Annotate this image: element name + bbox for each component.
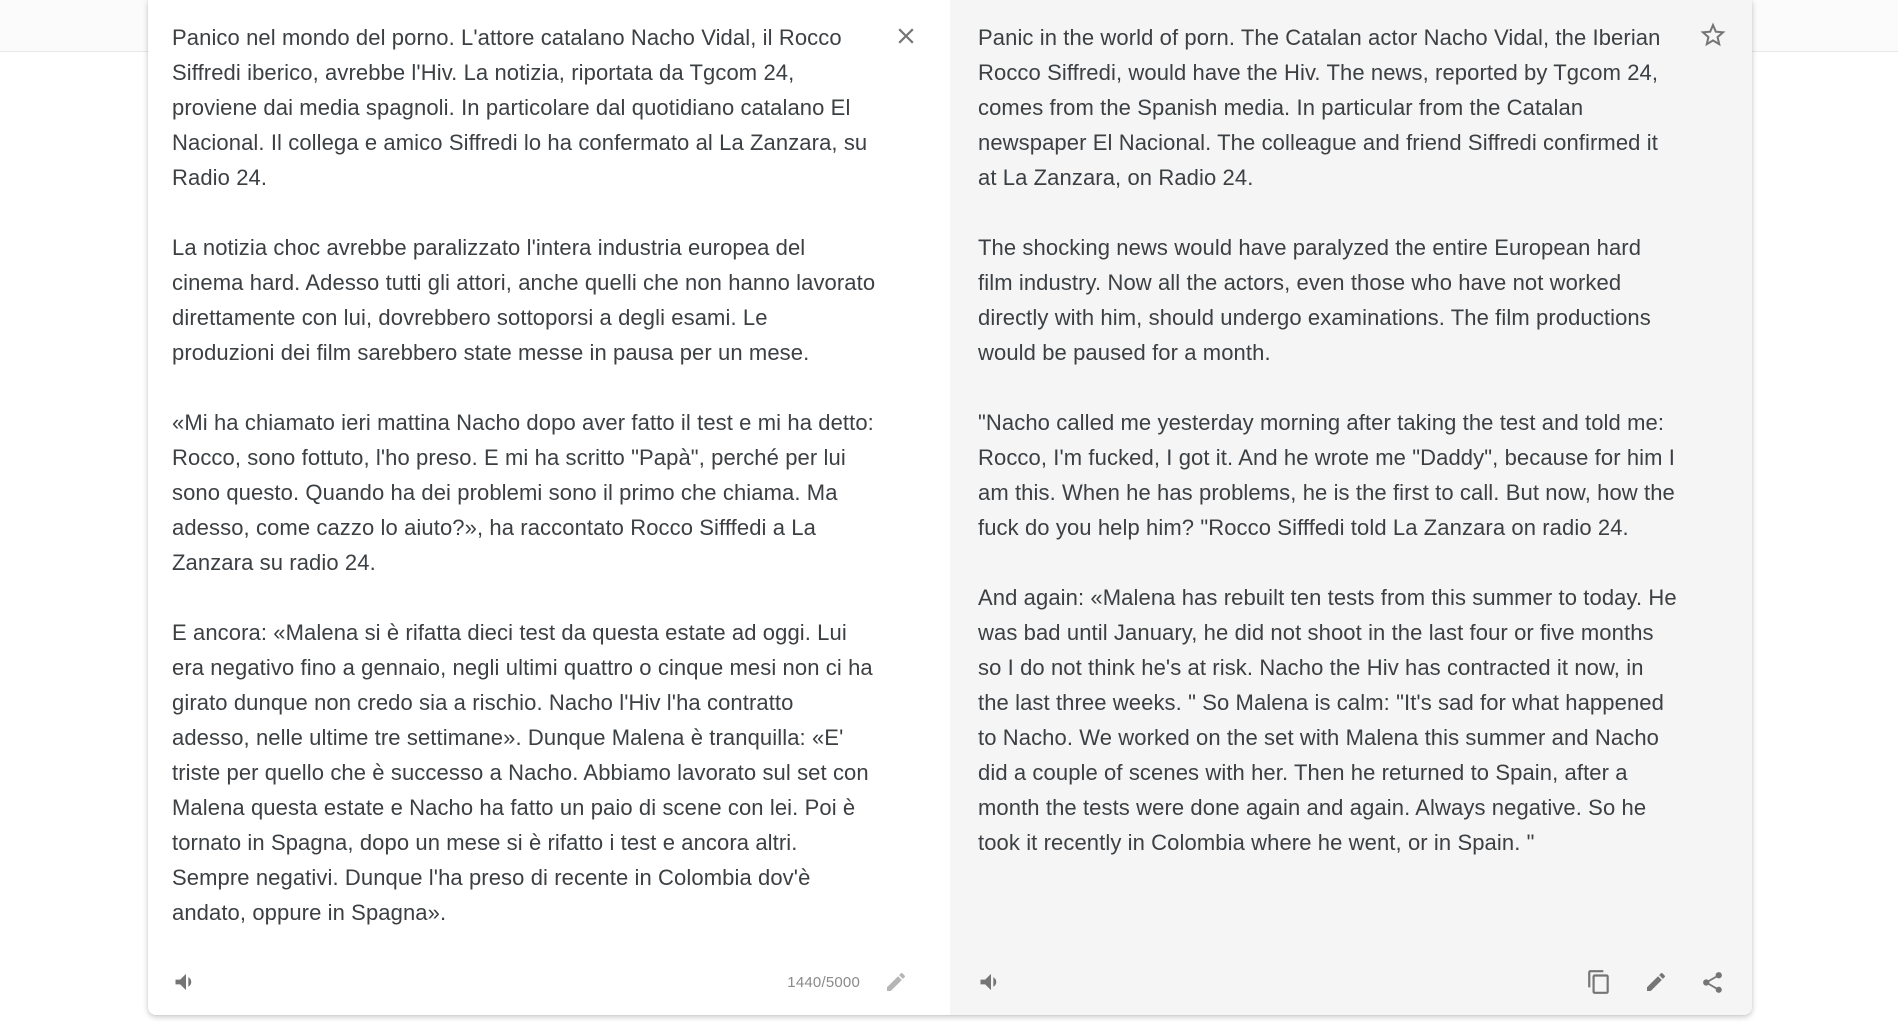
source-paragraph-1: Panico nel mondo del porno. L'attore catalano Nacho Vidal, il Rocco Siffredi iberico, avrebbe l'Hiv. La notizia, riportata da Tgcom 24, proviene dai media spagnoli. In particolare dal quotidiano catalano El Nacional. Il collega e amico Siffredi lo ha confermato al La Zanzara, su Radio 24. [172, 25, 868, 190]
listen-translation-button[interactable] [977, 968, 1005, 996]
translation-paragraph-3: "Nacho called me yesterday morning after taking the test and told me: Rocco, I'm fucked, I got it. And he wrote me "Daddy", because for him I am this. When he has problems, he is the first to call. But now, how the fuck do you help him? "Rocco Sifffedi told La Zanzara on radio 24. [978, 410, 1676, 540]
star-outline-icon [1698, 20, 1728, 50]
pencil-icon [1644, 970, 1668, 994]
translation-paragraph-4: And again: «Malena has rebuilt ten tests from this summer to today. He was bad until January, he did not shoot in the last four or five months so I do not think he's at risk. Nacho the Hiv has contracted it now, in the last three weeks. " So Malena is calm: "It's sad for what happened to Nacho. We worked on the set with Malena this summer and Nacho did a couple of scenes with her. Then he returned to Spain, after a month the tests were done again and again. Always negative. So he took it recently in Colombia where he went, or in Spain. " [978, 585, 1677, 855]
translation-paragraph-1: Panic in the world of porn. The Catalan actor Nacho Vidal, the Iberian Rocco Siffredi, would have the Hiv. The news, reported by Tgcom 24, comes from the Spanish media. In particular from the Catalan newspaper El Nacional. The colleague and friend Siffredi confirmed it at La Zanzara, on Radio 24. [978, 25, 1661, 190]
source-paragraph-4: E ancora: «Malena si è rifatta dieci test da questa estate ad oggi. Lui era negativo fino a gennaio, negli ultimi quattro o cinque mesi non ci ha girato dunque non credo sia a rischio. Nacho l'Hiv l'ha contratto adesso, nelle ultime tre settimane». Dunque Malena è tranquilla: «E' triste per quello che è successo a Nacho. Abbiamo lavorato sul set con Malena questa estate e Nacho ha fatto un paio di scene con lei. Poi è tornato in Spagna, dopo un mese si è rifatto i test e ancora altri. Sempre negativi. Dunque l'ha preso di recente in Colombia dov'è andato, oppure in Spagna». [172, 620, 873, 925]
pencil-icon [884, 970, 908, 994]
source-paragraph-3: «Mi ha chiamato ieri mattina Nacho dopo aver fatto il test e mi ha detto: Rocco, sono fottuto, l'ho preso. E mi ha scritto "Papà", perché per lui sono questo. Quando ha dei problemi sono il primo che chiama. Ma adesso, come cazzo lo aiuto?», ha raccontato Rocco Sifffedi a La Zanzara su radio 24. [172, 410, 874, 575]
translation-text-panel [950, 0, 1752, 1015]
save-translation-button[interactable] [1698, 20, 1728, 50]
translation-paragraph-2: The shocking news would have paralyzed the entire European hard film industry. Now all the actors, even those who have not worked directly with him, should undergo examinations. The film productions would be paused for a month. [978, 235, 1651, 365]
copy-icon [1586, 969, 1612, 995]
listen-source-button[interactable] [172, 968, 200, 996]
close-icon [893, 23, 919, 49]
suggest-edit-button[interactable] [1644, 970, 1668, 994]
source-paragraph-2: La notizia choc avrebbe paralizzato l'intera industria europea del cinema hard. Adesso tutti gli attori, anche quelli che non hanno lavorato direttamente con lui, dovrebbero sottoporsi a degli esami. Le produzioni dei film sarebbero state messe in pausa per un mese. [172, 235, 876, 365]
source-toolbar [172, 965, 908, 999]
copy-translation-button[interactable] [1586, 969, 1612, 995]
clear-source-text-button[interactable] [892, 22, 920, 50]
share-translation-button[interactable] [1700, 970, 1725, 995]
source-text[interactable] [172, 20, 876, 930]
speaker-icon [172, 968, 200, 996]
speaker-icon [977, 968, 1005, 996]
translation-text [978, 20, 1678, 860]
translation-card [148, 0, 1752, 1015]
share-icon [1700, 970, 1725, 995]
translation-toolbar [977, 965, 1725, 999]
source-text-panel [148, 0, 950, 1015]
character-counter: 1440/5000 [787, 973, 860, 991]
edit-source-button[interactable] [884, 970, 908, 994]
